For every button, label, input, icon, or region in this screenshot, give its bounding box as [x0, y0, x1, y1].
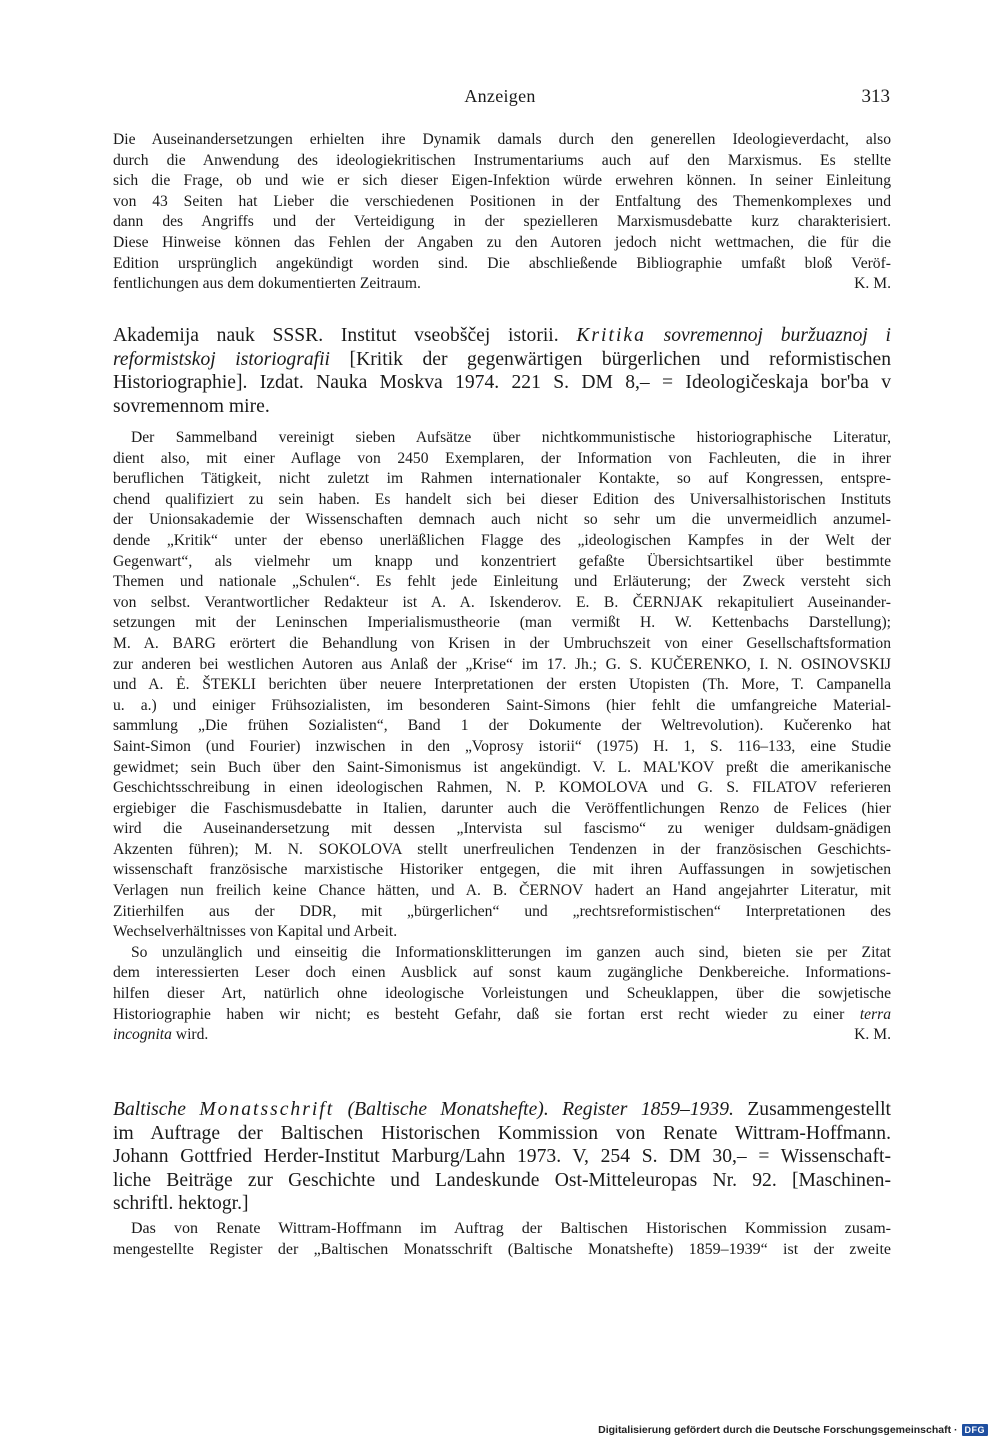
text-line: durch die Anwendung des ideologiekritischen Instrumentariums auch auf den Marxismus. Es stellte: [113, 151, 891, 169]
review-1-text: [113, 130, 891, 295]
text-line: Verlagen nun freilich keine Chance hätten, und A. B. ČERNOV hadert an Hand angejahrter Literatur, mit: [113, 882, 891, 900]
text-line: fentlichungen aus dem dokumentierten Zeitraum. K. M.: [113, 274, 891, 295]
text-line: sich die Frage, ob und wie er sich dieser Eigen-Infektion würde erwehren können. In seiner Einleitung: [113, 172, 891, 190]
text-line: incognita wird. K. M.: [113, 1025, 891, 1046]
text-line: dann des Angriffs und der Verteidigung in der spezielleren Marxismusdebatte kurz charakterisiert.: [113, 213, 891, 231]
text-line: Historiographie haben wir nicht; es besteht Gefahr, daß sie fortan erst recht wieder zu einer terra: [113, 1005, 891, 1023]
text-line: wird die Auseinandersetzung mit dessen „Intervista sul fascismo“ zu weniger duldsam-gnädigen: [113, 820, 891, 838]
text-line: von 43 Seiten hat Lieber die verschiedenen Positionen in der Entfaltung des Themenkomplexes und: [113, 192, 891, 210]
page-header-title: Anzeigen: [464, 86, 536, 106]
text-line: Der Sammelband vereinigt sieben Aufsätze über nichtkommunistische historiographische Literatur,: [131, 429, 891, 446]
heading-line: reformistskoj istoriografii [Kritik der gegenwärtigen bürgerlichen und reformistischen: [113, 348, 891, 370]
signature: K. M.: [854, 275, 891, 293]
signature: K. M.: [854, 1026, 891, 1044]
digitization-footer: [598, 1424, 988, 1436]
text-line: gewidmet; sein Buch über den Saint-Simonismus ist angekündigt. V. L. MAL'KOV preßt die amerikanische: [113, 758, 891, 776]
text-line: M. A. BARG erörtert die Behandlung von Krisen in der Umbruchszeit von einer Gesellschaftsformation: [113, 634, 891, 652]
text-line: wissenschaft französische marxistische Historiker entgegen, die mit ihren Auffassungen in sowjetischen: [113, 861, 891, 879]
text-line: Zitierhilfen aus der DDR, mit „bürgerlichen“ und „rechtsreformistischen“ Interpretationen des: [113, 902, 891, 920]
text-line: von selbst. Verantwortlicher Redakteur ist A. A. Iskenderov. E. B. ČERNJAK rekapituliert Auseinander-: [113, 593, 891, 611]
text-line: der Unionsakademie der Wissenschaften demnach auch nicht so sehr um die unvermeidlich anzumel-: [113, 511, 891, 529]
text-line: sammlung „Die frühen Sozialisten“, Band 1 der Dokumente der Weltrevolution). Kučerenko hat: [113, 717, 891, 735]
heading-line: im Auftrage der Baltischen Historischen Kommission von Renate Wittram-Hoffmann.: [113, 1122, 891, 1144]
text-line: und A. Ė. ŠTEKLI berichten über neuere Interpretationen der ersten Utopisten (Th. More, T. Campanella: [113, 676, 891, 694]
heading-line: sovremennom mire.: [113, 395, 270, 417]
page-number: 313: [861, 86, 890, 107]
text-line: zur anderen bei westlichen Autoren aus Anlaß der „Krise“ im 17. Jh.; G. S. KUČERENKO, I. N. OSINOVSKIJ: [113, 655, 891, 673]
text-line: dient also, mit einer Auflage von 2450 Exemplaren, der Information von Fachleuten, die in ihrer: [113, 449, 891, 467]
review-1: [113, 130, 891, 295]
text-line: chend qualifiziert zu sein haben. Es handelt sich bei dieser Edition des Universalhistorischen Instituts: [113, 490, 891, 508]
dfg-logo-icon: DFG: [962, 1424, 989, 1436]
text-line: setzungen mit der Leninschen Imperialismustheorie (man vermißt H. W. Kettenbachs Darstellung);: [113, 614, 891, 632]
text-line: u. a.) und einiger Frühsozialisten, im besonderen Saint-Simons (hier fehlt die umfangreiche Material-: [113, 696, 891, 714]
entry-3-body: [113, 1218, 891, 1260]
footer-text: Digitalisierung gefördert durch die Deutsche Forschungsgemeinschaft ·: [598, 1424, 958, 1436]
text-line: beruflichen Tätigkeit, nicht zuletzt im Rahmen internationaler Kontakte, so auf Kongressen, entspre-: [113, 470, 891, 488]
text-line: dende „Kritik“ unter der ebenso unerläßlichen Flagge des „ideologischen Kampfes in der Welt der: [113, 531, 891, 549]
text-line: Geschichtsschreibung in einen ideologischen Rahmen, N. P. KOMOLOVA und G. S. FILATOV referieren: [113, 779, 891, 797]
text-line: mengestellte Register der „Baltischen Monatsschrift (Baltische Monatshefte) 1859–1939“ ist der zweite: [113, 1241, 891, 1258]
entry-2-heading: [113, 324, 891, 418]
heading-line: Historiographie]. Izdat. Nauka Moskva 1974. 221 S. DM 8,– = Ideologičeskaja bor'ba v: [113, 372, 891, 393]
text-line: Akzenten führen); M. N. SOKOLOVA stellt unerfreulichen Tendenzen in der französischen Geschichts-: [113, 840, 891, 858]
heading-line: Johann Gottfried Herder-Institut Marburg/Lahn 1973. V, 254 S. DM 30,– = Wissenschaft-: [113, 1146, 891, 1167]
heading-line: schriftl. hektogr.]: [113, 1193, 249, 1214]
entry-3-heading: [113, 1098, 891, 1216]
heading-line: liche Beiträge zur Geschichte und Landeskunde Ost-Mitteleuropas Nr. 92. [Maschinen-: [113, 1169, 891, 1191]
text-line: Themen und nationale „Schulen“. Es fehlt jede Einleitung und Erläuterung; der Zweck versteht sich: [113, 573, 891, 591]
heading-line: Baltische Monatsschrift (Baltische Monatshefte). Register 1859–1939. Zusammengestellt: [113, 1099, 891, 1120]
text-line: Wechselverhältnisses von Kapital und Arbeit.: [113, 923, 398, 941]
text-line: Gegenwart“, als vielmehr um knapp und konzentriert gefaßte Übersichtsartikel über bestimmte: [113, 552, 891, 570]
text-line: dem interessierten Leser doch einen Ausblick auf sonst kaum zugängliche Denkbereiche. Informations-: [113, 964, 891, 982]
text-line: hilfen dieser Art, natürlich ohne ideologische Vorleistungen und Scheuklappen, über die sowjetische: [113, 985, 891, 1003]
heading-line: Akademija nauk SSSR. Institut vseobščej istorii. Kritika sovremennoj buržuaznoj i: [113, 325, 891, 346]
text-line: ergiebiger die Faschismusdebatte in Italien, darunter auch die Veröffentlichungen Renzo de Felices (hier: [113, 799, 891, 817]
text-line: So unzulänglich und einseitig die Informationsklitterungen im ganzen auch sind, bieten sie per Zitat: [131, 943, 891, 961]
text-line: Das von Renate Wittram-Hoffmann im Auftrag der Baltischen Historischen Kommission zusam-: [131, 1220, 891, 1237]
text-line: Edition ursprünglich angekündigt worden sind. Die abschließende Bibliographie umfaßt bloß Veröf-: [113, 254, 891, 272]
text-line: Diese Hinweise können das Fehlen der Angaben zu den Autoren jedoch nicht wettmachen, die für die: [113, 233, 891, 251]
text-line: Die Auseinandersetzungen erhielten ihre Dynamik damals durch den generellen Ideologieverdacht, also: [113, 131, 891, 148]
text-line: Saint-Simon (und Fourier) inzwischen in den „Voprosy istorii“ (1975) H. 1, S. 116–133, eine Studie: [113, 737, 891, 755]
entry-2-body: [113, 428, 891, 1046]
